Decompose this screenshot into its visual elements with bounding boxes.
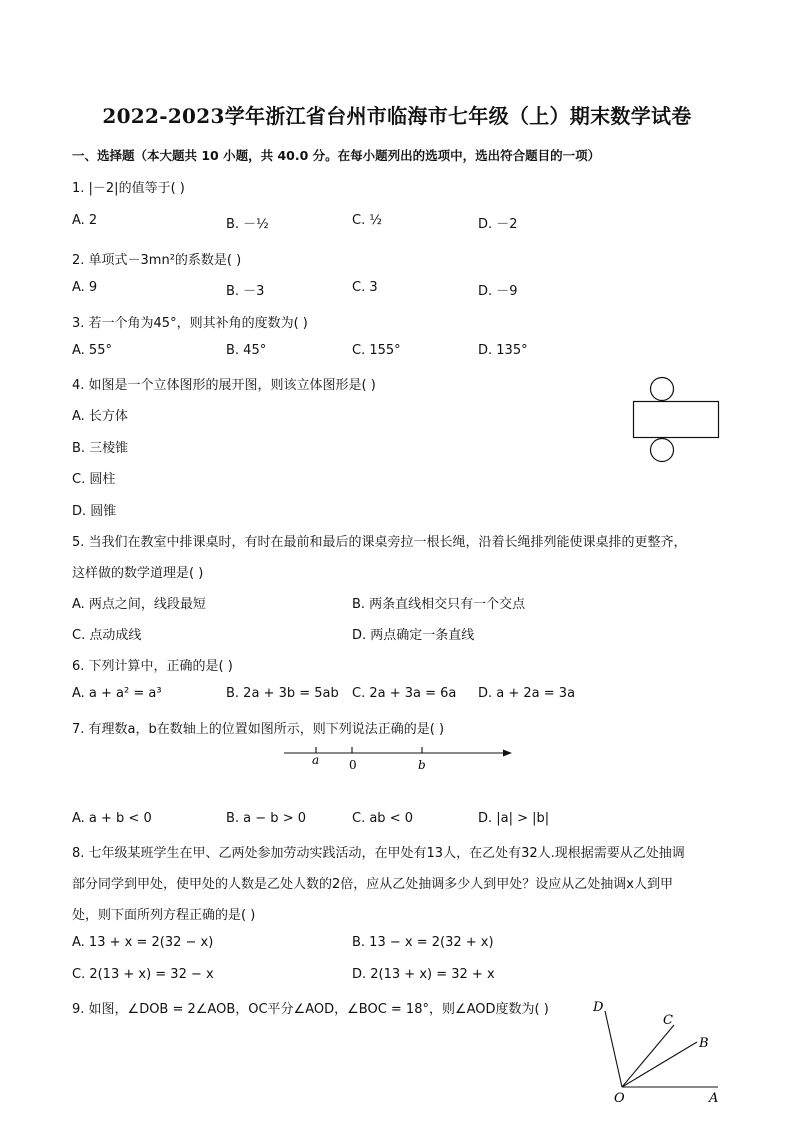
q6-option-c[interactable]: C. 2a + 3a = 6a <box>352 686 457 701</box>
q5-option-c[interactable]: C. 点动成线 <box>72 628 142 643</box>
label-C: C <box>663 1013 673 1028</box>
q4-option-a[interactable]: A. 长方体 <box>72 409 128 424</box>
q1-option-b[interactable]: B. －½ <box>226 217 269 232</box>
q6-option-a[interactable]: A. a + a² = a³ <box>72 686 162 701</box>
q4-option-c[interactable]: C. 圆柱 <box>72 472 116 487</box>
page-title: 2022-2023学年浙江省台州市临海市七年级（上）期末数学试卷 <box>102 104 692 128</box>
question-7-stem: 7. 有理数a，b在数轴上的位置如图所示，则下列说法正确的是( ) <box>72 722 445 737</box>
q5-option-d[interactable]: D. 两点确定一条直线 <box>352 628 475 643</box>
number-line-figure <box>280 740 516 774</box>
q2-option-c[interactable]: C. 3 <box>352 280 378 295</box>
q4-option-b[interactable]: B. 三棱锥 <box>72 441 129 456</box>
question-8-stem-line2: 部分同学到甲处，使甲处的人数是乙处人数的2倍，应从乙处抽调多少人到甲处？设应从乙处抽调x人到甲 <box>72 877 673 892</box>
cylinder-net-figure <box>630 376 724 466</box>
q2-option-d[interactable]: D. －9 <box>478 284 518 299</box>
q8-option-d[interactable]: D. 2(13 + x) = 32 + x <box>352 967 495 982</box>
angle-figure <box>588 995 728 1107</box>
q5-option-a[interactable]: A. 两点之间，线段最短 <box>72 597 206 612</box>
q3-option-d[interactable]: D. 135° <box>478 343 528 358</box>
q3-option-c[interactable]: C. 155° <box>352 343 401 358</box>
q1-option-c[interactable]: C. ½ <box>352 213 382 228</box>
question-5-stem-line2: 这样做的数学道理是( ) <box>72 566 204 581</box>
q6-option-d[interactable]: D. a + 2a = 3a <box>478 686 576 701</box>
q6-option-b[interactable]: B. 2a + 3b = 5ab <box>226 686 339 701</box>
label-O: O <box>614 1091 625 1106</box>
q8-option-c[interactable]: C. 2(13 + x) = 32 − x <box>72 967 214 982</box>
question-3-stem: 3. 若一个角为45°，则其补角的度数为( ) <box>72 316 308 331</box>
question-8-stem-line1: 8. 七年级某班学生在甲、乙两处参加劳动实践活动，在甲处有13人，在乙处有32人.现根据需要从乙处抽调 <box>72 846 685 861</box>
label-b: b <box>418 758 426 772</box>
ray-OC <box>622 1025 674 1087</box>
q7-option-c[interactable]: C. ab < 0 <box>352 811 413 826</box>
q8-option-b[interactable]: B. 13 − x = 2(32 + x) <box>352 935 494 950</box>
q5-option-b[interactable]: B. 两条直线相交只有一个交点 <box>352 597 526 612</box>
q7-option-a[interactable]: A. a + b < 0 <box>72 811 152 826</box>
q4-option-d[interactable]: D. 圆锥 <box>72 504 117 519</box>
label-D: D <box>593 1000 604 1015</box>
q1-option-a[interactable]: A. 2 <box>72 213 98 228</box>
q7-option-b[interactable]: B. a − b > 0 <box>226 811 306 826</box>
arrow-right-icon <box>503 750 512 757</box>
question-6-stem: 6. 下列计算中，正确的是( ) <box>72 659 233 674</box>
question-8-stem-line3: 处，则下面所列方程正确的是( ) <box>72 908 256 923</box>
label-B: B <box>699 1036 709 1051</box>
q2-option-b[interactable]: B. －3 <box>226 284 265 299</box>
q7-option-d[interactable]: D. |a| > |b| <box>478 811 550 826</box>
question-4-stem: 4. 如图是一个立体图形的展开图，则该立体图形是( ) <box>72 378 376 393</box>
section-heading: 一、选择题（本大题共 10 小题，共 40.0 分。在每小题列出的选项中，选出符合题目的一项） <box>72 148 601 163</box>
ray-OD <box>605 1011 622 1087</box>
question-5-stem-line1: 5. 当我们在教室中排课桌时，有时在最前和最后的课桌旁拉一根长绳，沿着长绳排列能使课桌排的更整齐， <box>72 535 687 550</box>
ray-OB <box>622 1042 697 1087</box>
q1-option-d[interactable]: D. －2 <box>478 217 518 232</box>
question-1-stem: 1. |－2|的值等于( ) <box>72 181 185 196</box>
question-9-stem: 9. 如图，∠DOB = 2∠AOB，OC平分∠AOD，∠BOC = 18°，则∠AOD度数为( ) <box>72 1002 549 1017</box>
label-A: A <box>709 1091 719 1106</box>
label-a: a <box>312 753 320 767</box>
q3-option-b[interactable]: B. 45° <box>226 343 267 358</box>
question-2-stem: 2. 单项式－3mn²的系数是( ) <box>72 253 242 268</box>
q8-option-a[interactable]: A. 13 + x = 2(32 − x) <box>72 935 214 950</box>
label-zero: 0 <box>349 758 357 772</box>
q3-option-a[interactable]: A. 55° <box>72 343 112 358</box>
q2-option-a[interactable]: A. 9 <box>72 280 98 295</box>
